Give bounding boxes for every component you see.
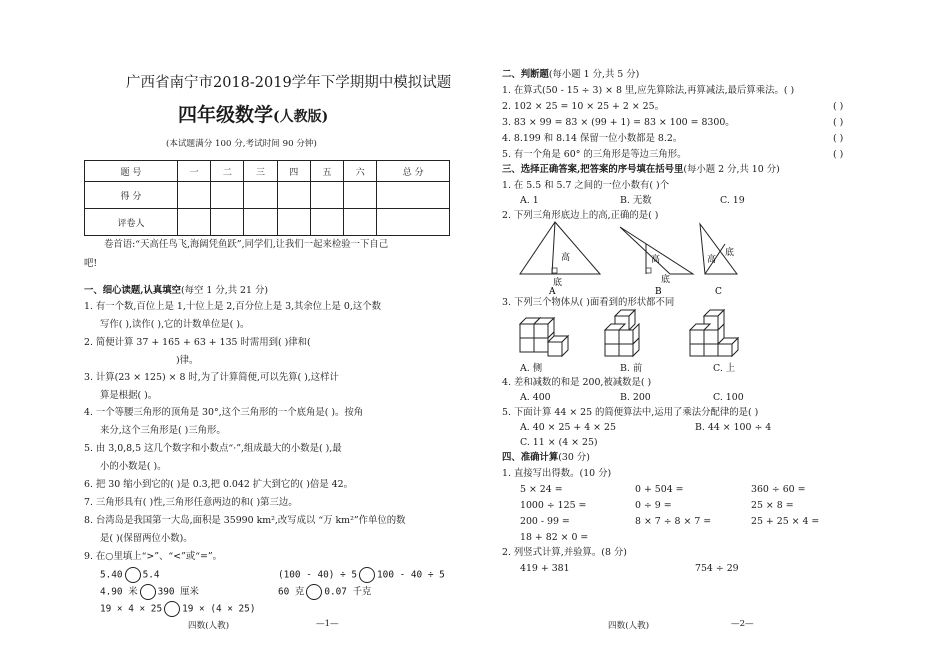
section-4-question-2: 2. 列竖式计算,并验算。(8 分) bbox=[502, 547, 627, 558]
question-1-line-2: 写作( ),读作( ),它的计数单位是( )。 bbox=[100, 319, 250, 330]
compare-item bbox=[278, 584, 371, 600]
cube-figure-b bbox=[605, 310, 639, 356]
compare-right: 390 厘米 bbox=[157, 586, 199, 598]
triangle-a-option: A bbox=[549, 287, 556, 297]
compare-circle[interactable] bbox=[125, 567, 141, 583]
grader-cell[interactable] bbox=[277, 209, 310, 236]
oral-problem: 8 × 7 ÷ 8 × 7 = bbox=[635, 516, 712, 527]
grader-row bbox=[85, 209, 450, 236]
exam-title: 广西省南宁市2018-2019学年下学期期中模拟试题 bbox=[126, 75, 452, 91]
oral-problem: 5 × 24 = bbox=[520, 484, 563, 495]
section-4-note: (30 分) bbox=[558, 452, 590, 463]
judge-paren[interactable]: ( ) bbox=[833, 133, 844, 144]
judge-paren[interactable]: ( ) bbox=[833, 149, 844, 160]
section-4-question-1: 1. 直接写出得数。(10 分) bbox=[502, 468, 612, 479]
oral-problem: 360 ÷ 60 = bbox=[751, 484, 806, 495]
question-4-line-1: 4. 一个等腰三角形的顶角是 30°,这个三角形的一个底角是( )。按角 bbox=[84, 407, 364, 418]
exam-subtitle-line bbox=[178, 106, 328, 125]
edition-label: (人教版) bbox=[273, 109, 329, 125]
choice-option[interactable]: B. 44 × 100 ÷ 4 bbox=[695, 422, 772, 433]
score-table-header bbox=[85, 161, 450, 182]
compare-circle[interactable] bbox=[140, 584, 156, 600]
score-row bbox=[85, 182, 450, 209]
score-cell[interactable] bbox=[277, 182, 310, 209]
compare-left: 5.40 bbox=[100, 569, 123, 581]
section-3-note: (每小题 2 分,共 10 分) bbox=[683, 164, 780, 175]
choice-option[interactable]: A. 1 bbox=[520, 195, 539, 206]
triangle-c-height-label: 高 bbox=[707, 255, 717, 265]
question-2-line-2: )律。 bbox=[176, 355, 199, 366]
choice-1: 1. 在 5.5 和 5.7 之间的一位小数有( )个 bbox=[502, 180, 670, 191]
oral-problem: 25 × 8 = bbox=[751, 500, 794, 511]
compare-right: 100 - 40 ÷ 5 bbox=[377, 569, 445, 581]
question-5-line-1: 5. 由 3,0,8,5 这几个数字和小数点“·”,组成最大的小数是( ),最 bbox=[84, 443, 342, 454]
choice-option[interactable]: C. 上 bbox=[713, 363, 736, 374]
page-number: —1— bbox=[316, 619, 339, 629]
compare-item bbox=[100, 584, 199, 600]
compare-circle[interactable] bbox=[306, 584, 322, 600]
grader-cell[interactable] bbox=[377, 209, 450, 236]
judge-item: 3. 83 × 99 = 83 × (99 + 1) = 83 × 100 = 8300。 bbox=[502, 117, 735, 128]
choice-3: 3. 下列三个物体从( )面看到的形状都不同 bbox=[502, 297, 675, 308]
judge-item: 1. 在算式(50 - 15 ÷ 3) × 8 里,应先算除法,再算减法,最后算乘法。( ) bbox=[502, 85, 795, 96]
score-header-cell: 题 号 bbox=[85, 161, 178, 182]
score-cell[interactable] bbox=[344, 182, 377, 209]
question-2-line-1: 2. 简便计算 37 + 165 + 63 + 135 时需用到( )律和( bbox=[84, 337, 311, 348]
grader-cell[interactable] bbox=[177, 209, 210, 236]
compare-right: 19 × (4 × 25) bbox=[182, 603, 256, 615]
question-8-line-1: 8. 台湾岛是我国第一大岛,面积是 35990 km²,改写成以 “万 km²”作单位的数 bbox=[84, 515, 406, 526]
score-cell[interactable] bbox=[244, 182, 277, 209]
score-cell[interactable] bbox=[177, 182, 210, 209]
question-6: 6. 把 30 缩小到它的( )是 0.3,把 0.042 扩大到它的( )倍是 42。 bbox=[84, 479, 353, 490]
intro-line-1: 卷首语:“天高任鸟飞,海阔凭鱼跃”,同学们,让我们一起来检验一下自己 bbox=[104, 239, 389, 250]
judge-item: 4. 8.199 和 8.14 保留一位小数都是 8.2。 bbox=[502, 133, 683, 144]
cube-figures bbox=[520, 312, 760, 358]
footer-label: 四数(人教) bbox=[608, 621, 650, 631]
choice-option[interactable]: C. 11 × (4 × 25) bbox=[520, 437, 598, 448]
question-4-line-2: 来分,这个三角形是( )三角形。 bbox=[100, 425, 226, 436]
grader-cell[interactable] bbox=[344, 209, 377, 236]
triangle-b-height-label: 高 bbox=[651, 255, 661, 265]
grader-cell[interactable] bbox=[244, 209, 277, 236]
page-2 bbox=[475, 0, 950, 671]
oral-problem: 18 + 82 × 0 = bbox=[520, 532, 589, 543]
section-2-title: 二、判断题 bbox=[502, 69, 549, 80]
compare-right: 5.4 bbox=[142, 569, 160, 581]
score-cell[interactable] bbox=[211, 182, 244, 209]
choice-option[interactable]: B. 无数 bbox=[620, 195, 652, 206]
compare-item bbox=[100, 601, 255, 617]
choice-5: 5. 下面计算 44 × 25 的简便算法中,运用了乘法分配律的是( ) bbox=[502, 407, 759, 418]
judge-item: 5. 有一个角是 60° 的三角形是等边三角形。 bbox=[502, 149, 687, 160]
section-3-heading bbox=[502, 165, 780, 174]
choice-option[interactable]: B. 前 bbox=[620, 363, 643, 374]
choice-option[interactable]: A. 40 × 25 + 4 × 25 bbox=[520, 422, 616, 433]
compare-right: 0.07 千克 bbox=[324, 586, 372, 598]
section-3-title: 三、选择正确答案,把答案的序号填在括号里 bbox=[502, 164, 684, 175]
triangle-a-height-label: 高 bbox=[561, 253, 571, 263]
choice-option[interactable]: C. 100 bbox=[713, 392, 744, 403]
vertical-problem: 754 ÷ 29 bbox=[695, 563, 739, 574]
score-row-label: 得 分 bbox=[85, 182, 178, 209]
score-header-cell: 二 bbox=[211, 161, 244, 182]
section-1-heading bbox=[84, 286, 268, 295]
question-7: 7. 三角形具有( )性,三角形任意两边的和( )第三边。 bbox=[84, 497, 298, 508]
compare-left: 19 × 4 × 25 bbox=[100, 603, 163, 615]
section-4-heading bbox=[502, 453, 590, 462]
compare-left: (100 - 40) ÷ 5 bbox=[278, 569, 358, 581]
score-table bbox=[84, 160, 450, 236]
triangle-b-option: B bbox=[655, 287, 662, 297]
score-header-cell: 六 bbox=[344, 161, 377, 182]
judge-paren[interactable]: ( ) bbox=[833, 117, 844, 128]
section-2-note: (每小题 1 分,共 5 分) bbox=[548, 69, 640, 80]
vertical-problem: 419 + 381 bbox=[520, 563, 570, 574]
score-cell[interactable] bbox=[310, 182, 343, 209]
compare-left: 4.90 米 bbox=[100, 586, 138, 598]
section-1-note: (每空 1 分,共 21 分) bbox=[181, 285, 269, 296]
footer-label: 四数(人教) bbox=[188, 621, 230, 631]
triangle-figures bbox=[515, 222, 815, 297]
grader-cell[interactable] bbox=[211, 209, 244, 236]
score-cell[interactable] bbox=[377, 182, 450, 209]
score-header-cell: 一 bbox=[177, 161, 210, 182]
question-8-line-2: 是( )(保留两位小数)。 bbox=[100, 533, 193, 544]
cube-figure-a bbox=[520, 318, 568, 356]
section-1-title: 一、细心读题,认真填空 bbox=[84, 285, 182, 296]
choice-4: 4. 差和减数的和是 200,被减数是( ) bbox=[502, 377, 652, 388]
subject-title: 四年级数学 bbox=[178, 104, 274, 126]
score-header-cell: 三 bbox=[244, 161, 277, 182]
oral-problem: 0 ÷ 9 = bbox=[635, 500, 672, 511]
oral-problem: 200 - 99 = bbox=[520, 516, 570, 527]
score-header-cell: 五 bbox=[310, 161, 343, 182]
page-number: —2— bbox=[731, 619, 754, 629]
compare-item bbox=[278, 567, 445, 583]
score-header-cell: 四 bbox=[277, 161, 310, 182]
triangle-c[interactable] bbox=[700, 224, 737, 297]
score-header-cell: 总 分 bbox=[377, 161, 450, 182]
oral-problem: 25 + 25 × 4 = bbox=[751, 516, 820, 527]
question-3-line-1: 3. 计算(23 × 125) × 8 时,为了计算简便,可以先算( ),这样计 bbox=[84, 372, 339, 383]
compare-circle[interactable] bbox=[359, 567, 375, 583]
compare-left: 60 克 bbox=[278, 586, 305, 598]
exam-note: (本试题满分 100 分,考试时间 90 分钟) bbox=[166, 139, 317, 149]
section-4-title: 四、准确计算 bbox=[502, 452, 559, 463]
question-1-line-1: 1. 有一个数,百位上是 1,十位上是 2,百分位上是 3,其余位上是 0,这个数 bbox=[84, 301, 381, 312]
triangle-a-base-label: 底 bbox=[553, 278, 563, 288]
triangle-c-option: C bbox=[715, 287, 722, 297]
question-9-title: 9. 在○里填上“>”、“<”或“=”。 bbox=[84, 551, 223, 562]
triangle-a[interactable] bbox=[520, 222, 600, 297]
question-5-line-2: 小的小数是( )。 bbox=[100, 461, 167, 472]
oral-problem: 0 + 504 = bbox=[635, 484, 684, 495]
choice-option[interactable]: A. 400 bbox=[520, 392, 551, 403]
choice-option[interactable]: B. 200 bbox=[620, 392, 651, 403]
compare-item bbox=[100, 567, 160, 583]
choice-option[interactable]: C. 19 bbox=[720, 195, 745, 206]
triangle-b-base-label: 底 bbox=[661, 275, 671, 285]
cube-figure-c bbox=[690, 310, 738, 356]
grader-cell[interactable] bbox=[310, 209, 343, 236]
compare-circle[interactable] bbox=[164, 601, 180, 617]
triangle-c-base-label: 底 bbox=[725, 248, 735, 258]
triangle-b[interactable] bbox=[620, 227, 693, 297]
choice-option[interactable]: A. 侧 bbox=[520, 363, 543, 374]
judge-item: 2. 102 × 25 = 10 × 25 + 2 × 25。 bbox=[502, 101, 664, 112]
judge-paren[interactable]: ( ) bbox=[833, 101, 844, 112]
choice-2: 2. 下列三角形底边上的高,正确的是( ) bbox=[502, 210, 659, 221]
question-3-line-2: 算是根据( )。 bbox=[100, 390, 158, 401]
intro-line-2: 吧! bbox=[84, 258, 98, 269]
oral-problem: 1000 ÷ 125 = bbox=[520, 500, 587, 511]
section-2-heading bbox=[502, 70, 639, 79]
grader-row-label: 评卷人 bbox=[85, 209, 178, 236]
